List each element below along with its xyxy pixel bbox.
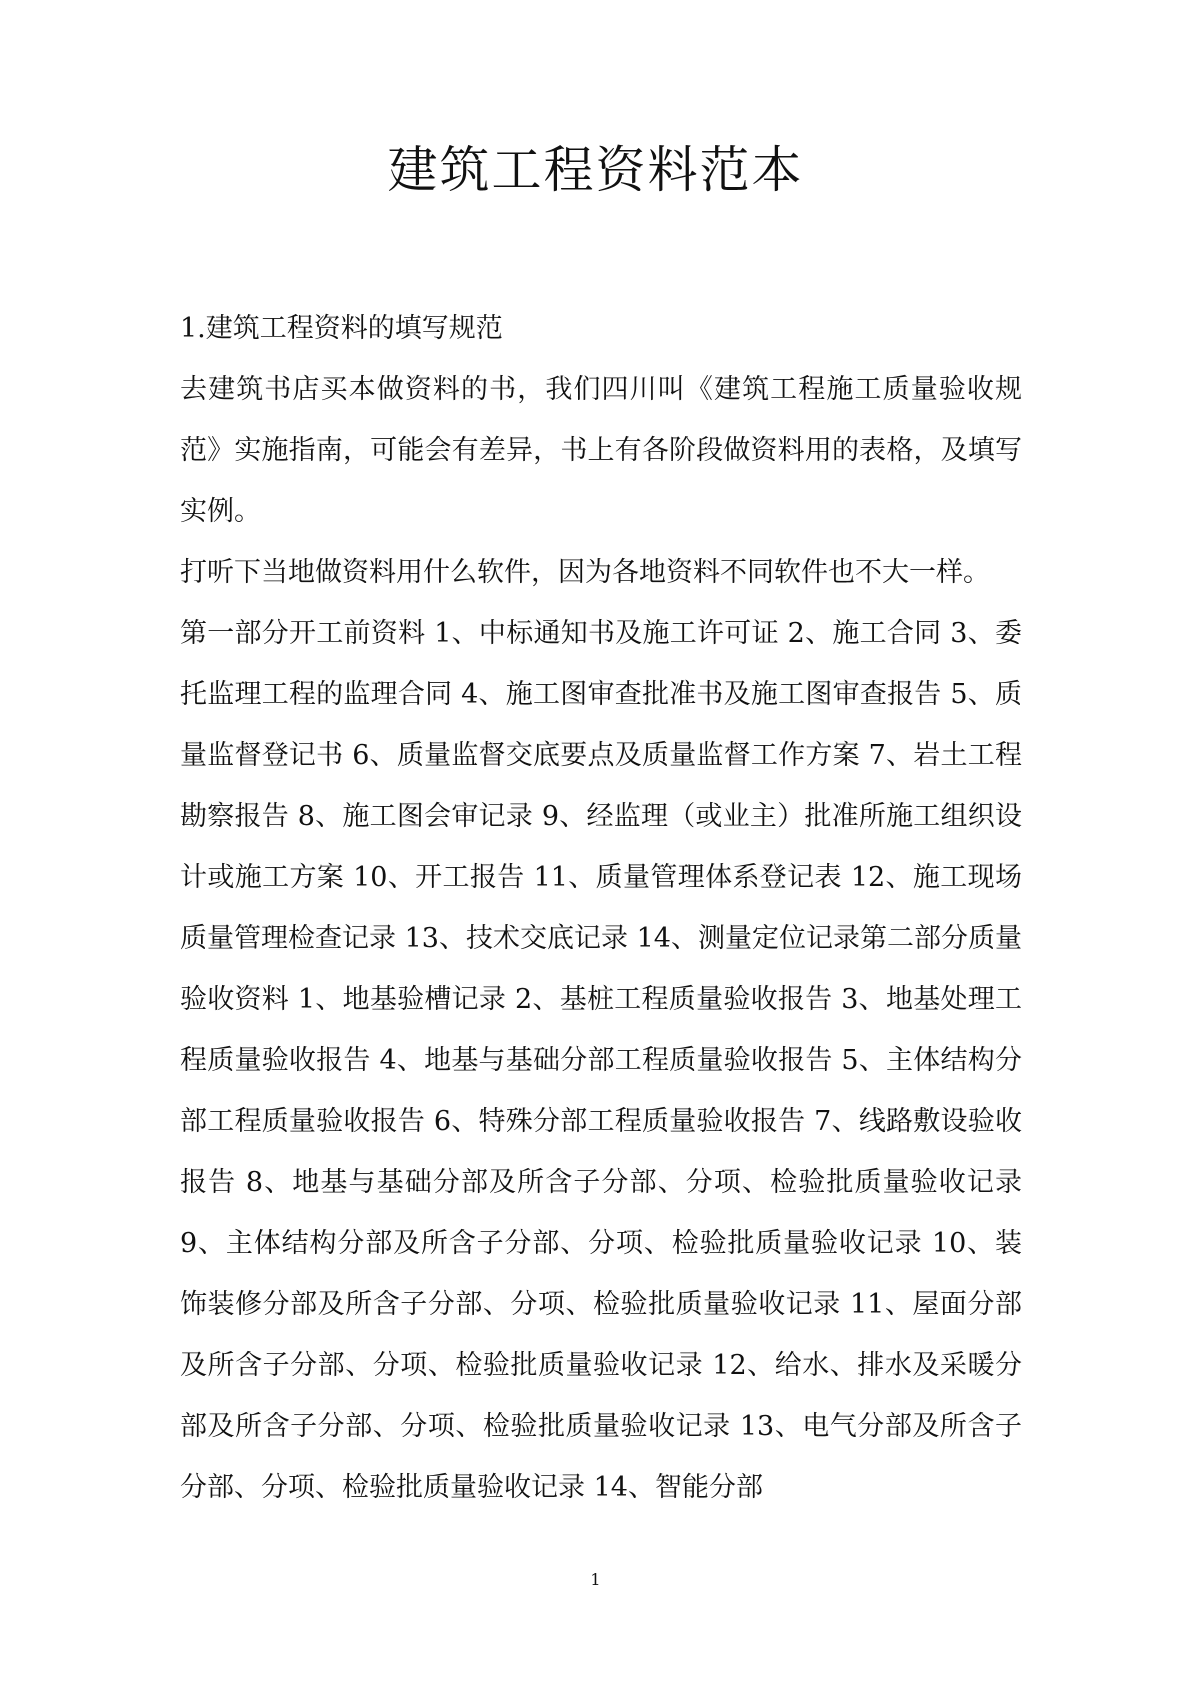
document-body — [180, 298, 1022, 1518]
body-paragraph: 去建筑书店买本做资料的书，我们四川叫《建筑工程施工质量验收规范》实施指南，可能会有差异，书上有各阶段做资料用的表格，及填写实例。 — [180, 374, 1022, 527]
page-number: 1 — [590, 1570, 601, 1589]
body-paragraph: 打听下当地做资料用什么软件，因为各地资料不同软件也不大一样。 — [180, 557, 990, 588]
document-title: 建筑工程资料范本 — [387, 141, 804, 199]
body-paragraph: 第一部分开工前资料 1、中标通知书及施工许可证 2、施工合同 3、委托监理工程的监理合同 4、施工图审查批准书及施工图审查报告 5、质量监督登记书 6、质量监督交底要点及质量监督工作方案 7、岩土工程勘察报告 8、施工图会审记录 9、经监理（或业主）批准所施工组织设计或施工方案 10、开工报告 11、质量管理体系登记表 12、施工现场质量管理检查记录 13、技术交底记录 14、测量定位记录第二部分质量验收资料 1、地基验槽记录 2、基桩工程质量验收报告 3、地基处理工程质量验收报告 4、地基与基础分部工程质量验收报告 5、主体结构分部工程质量验收报告 6、特殊分部工程质量验收报告 7、线路敷设验收报告 8、地基与基础分部及所含子分部、分项、检验批质量验收记录 9、主体结构分部及所含子分部、分项、检验批质量验收记录 10、装饰装修分部及所含子分部、分项、检验批质量验收记录 11、屋面分部及所含子分部、分项、检验批质量验收记录 12、给水、排水及采暖分部及所含子分部、分项、检验批质量验收记录 13、电气分部及所含子分部、分项、检验批质量验收记录 14、智能分部 — [180, 618, 1022, 1503]
section-heading: 1.建筑工程资料的填写规范 — [180, 313, 503, 344]
